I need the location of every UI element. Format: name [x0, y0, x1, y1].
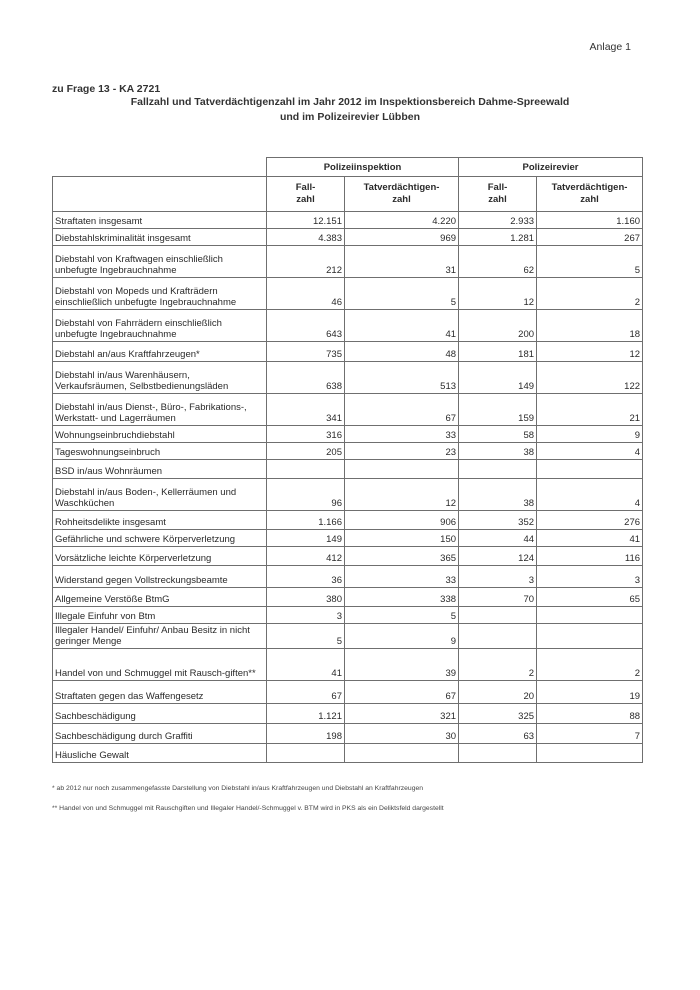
cell-pr-tv: 116 — [537, 547, 643, 566]
cell-pr-fall: 149 — [459, 362, 537, 394]
table-row — [53, 704, 643, 724]
cell-pr-tv — [537, 460, 643, 479]
col-header-pr-fallzahl: Fall- zahl — [459, 177, 537, 212]
table-row — [53, 342, 643, 362]
row-label: Sachbeschädigung — [53, 704, 267, 724]
cell-pi-tv: 67 — [345, 681, 459, 704]
cell-pr-fall — [459, 460, 537, 479]
cell-pr-fall: 12 — [459, 278, 537, 310]
cell-pr-fall: 325 — [459, 704, 537, 724]
cell-pr-fall: 2.933 — [459, 212, 537, 229]
row-label: Tageswohnungseinbruch — [53, 443, 267, 460]
footnotes — [52, 785, 652, 825]
cell-pi-fall: 316 — [267, 426, 345, 443]
cell-pr-tv — [537, 744, 643, 763]
table-row — [53, 310, 643, 342]
cell-pr-fall: 124 — [459, 547, 537, 566]
row-label: Diebstahlskriminalität insgesamt — [53, 229, 267, 246]
cell-pr-fall — [459, 744, 537, 763]
cell-pr-tv: 65 — [537, 588, 643, 607]
table-row — [53, 681, 643, 704]
cell-pi-fall: 638 — [267, 362, 345, 394]
cell-pi-tv: 39 — [345, 649, 459, 681]
table-row — [53, 744, 643, 763]
cell-pr-tv: 276 — [537, 511, 643, 530]
table-row — [53, 530, 643, 547]
cell-pi-fall: 735 — [267, 342, 345, 362]
cell-pi-tv: 9 — [345, 624, 459, 649]
cell-pr-tv: 7 — [537, 724, 643, 744]
cell-pi-tv: 969 — [345, 229, 459, 246]
cell-pr-tv: 2 — [537, 649, 643, 681]
cell-pi-fall: 96 — [267, 479, 345, 511]
cell-pr-fall: 3 — [459, 566, 537, 588]
cell-pi-fall: 205 — [267, 443, 345, 460]
table-row — [53, 362, 643, 394]
row-label: Rohheitsdelikte insgesamt — [53, 511, 267, 530]
cell-pi-tv: 33 — [345, 566, 459, 588]
row-label: Handel von und Schmuggel mit Rausch-giften** — [53, 649, 267, 681]
row-label: Sachbeschädigung durch Graffiti — [53, 724, 267, 744]
cell-pr-tv: 19 — [537, 681, 643, 704]
cell-pr-fall — [459, 624, 537, 649]
cell-pr-fall: 70 — [459, 588, 537, 607]
cell-pr-tv: 9 — [537, 426, 643, 443]
cell-pr-tv: 5 — [537, 246, 643, 278]
table-row — [53, 212, 643, 229]
cell-pr-tv: 1.160 — [537, 212, 643, 229]
col-header-pi-tatverdaechtigenzahl: Tatverdächtigen- zahl — [345, 177, 459, 212]
cell-pi-tv — [345, 744, 459, 763]
row-label: Allgemeine Verstöße BtmG — [53, 588, 267, 607]
cell-pr-fall: 159 — [459, 394, 537, 426]
cell-pr-tv: 18 — [537, 310, 643, 342]
group-header-polizeirevier: Polizeirevier — [459, 158, 643, 177]
cell-pi-fall: 643 — [267, 310, 345, 342]
cell-pi-tv: 4.220 — [345, 212, 459, 229]
cell-pr-tv: 12 — [537, 342, 643, 362]
cell-pr-fall: 352 — [459, 511, 537, 530]
cell-pr-tv: 4 — [537, 479, 643, 511]
cell-pr-tv: 3 — [537, 566, 643, 588]
footnote-1: * ab 2012 nur noch zusammengefasste Darstellung von Diebstahl in/aus Kraftfahrzeugen und Diebstahl an Kraftfahrzeugen — [52, 785, 424, 792]
cell-pi-fall: 198 — [267, 724, 345, 744]
cell-pr-fall: 1.281 — [459, 229, 537, 246]
row-label: Straftaten gegen das Waffengesetz — [53, 681, 267, 704]
cell-pi-fall: 412 — [267, 547, 345, 566]
table-row — [53, 566, 643, 588]
table-row — [53, 607, 643, 624]
row-label: Vorsätzliche leichte Körperverletzung — [53, 547, 267, 566]
table-row — [53, 229, 643, 246]
footnote-2: ** Handel von und Schmuggel mit Rauschgiften und Illegaler Handel/-Schmuggel v. BTM wird in PKS als ein Deliktsfeld dargestellt — [52, 805, 444, 812]
cell-pr-fall: 58 — [459, 426, 537, 443]
row-label: Diebstahl in/aus Boden-, Kellerräumen und Waschküchen — [53, 479, 267, 511]
cell-pi-tv: 513 — [345, 362, 459, 394]
row-label: Wohnungseinbruchdiebstahl — [53, 426, 267, 443]
cell-pi-fall: 5 — [267, 624, 345, 649]
cell-pr-tv: 122 — [537, 362, 643, 394]
table-row — [53, 460, 643, 479]
table-row — [53, 547, 643, 566]
col-header-pr-tatverdaechtigenzahl: Tatverdächtigen- zahl — [537, 177, 643, 212]
table-row — [53, 246, 643, 278]
row-label: Gefährliche und schwere Körperverletzung — [53, 530, 267, 547]
cell-pr-fall: 181 — [459, 342, 537, 362]
cell-pi-fall: 12.151 — [267, 212, 345, 229]
row-label: Diebstahl an/aus Kraftfahrzeugen* — [53, 342, 267, 362]
cell-pr-tv: 267 — [537, 229, 643, 246]
cell-pr-fall: 63 — [459, 724, 537, 744]
col-header-pi-fallzahl: Fall- zahl — [267, 177, 345, 212]
cell-pr-tv: 4 — [537, 443, 643, 460]
group-header-polizeiinspektion: Polizeiinspektion — [267, 158, 459, 177]
cell-pi-tv — [345, 460, 459, 479]
corner-cell — [53, 158, 267, 177]
row-label: Straftaten insgesamt — [53, 212, 267, 229]
cell-pi-tv: 12 — [345, 479, 459, 511]
cell-pi-tv: 338 — [345, 588, 459, 607]
document-title — [60, 95, 640, 125]
cell-pr-tv: 41 — [537, 530, 643, 547]
cell-pr-fall: 200 — [459, 310, 537, 342]
cell-pr-tv — [537, 624, 643, 649]
cell-pr-tv: 88 — [537, 704, 643, 724]
title-line-1: Fallzahl und Tatverdächtigenzahl im Jahr 2012 im Inspektionsbereich Dahme-Spreewald — [130, 96, 570, 108]
table-row — [53, 479, 643, 511]
reference-line: zu Frage 13 - KA 2721 — [52, 83, 161, 95]
table-row — [53, 649, 643, 681]
cell-pi-tv: 150 — [345, 530, 459, 547]
cell-pi-fall: 1.166 — [267, 511, 345, 530]
title-line-2: und im Polizeirevier Lübben — [279, 111, 421, 123]
cell-pi-fall: 341 — [267, 394, 345, 426]
cell-pr-fall: 38 — [459, 479, 537, 511]
row-label: Illegale Einfuhr von Btm — [53, 607, 267, 624]
label-header-cell — [53, 177, 267, 212]
cell-pi-fall: 149 — [267, 530, 345, 547]
row-label: Diebstahl in/aus Warenhäusern, Verkaufsräumen, Selbstbedienungsläden — [53, 362, 267, 394]
row-label: Widerstand gegen Vollstreckungsbeamte — [53, 566, 267, 588]
cell-pi-fall: 3 — [267, 607, 345, 624]
cell-pi-fall — [267, 460, 345, 479]
cell-pr-tv — [537, 607, 643, 624]
cell-pr-fall: 44 — [459, 530, 537, 547]
row-label: Häusliche Gewalt — [53, 744, 267, 763]
cell-pi-fall: 1.121 — [267, 704, 345, 724]
cell-pr-fall — [459, 607, 537, 624]
table-row — [53, 443, 643, 460]
row-label: Diebstahl von Kraftwagen einschließlich unbefugte Ingebrauchnahme — [53, 246, 267, 278]
cell-pi-fall: 41 — [267, 649, 345, 681]
cell-pr-fall: 2 — [459, 649, 537, 681]
cell-pi-tv: 906 — [345, 511, 459, 530]
cell-pi-tv: 5 — [345, 607, 459, 624]
cell-pi-tv: 30 — [345, 724, 459, 744]
table-row — [53, 278, 643, 310]
row-label: Diebstahl von Fahrrädern einschließlich unbefugte Ingebrauchnahme — [53, 310, 267, 342]
table-body — [53, 212, 643, 763]
row-label: Diebstahl von Mopeds und Krafträdern einschließlich unbefugte Ingebrauchnahme — [53, 278, 267, 310]
cell-pi-fall — [267, 744, 345, 763]
table-row — [53, 511, 643, 530]
table-row — [53, 724, 643, 744]
cell-pi-tv: 5 — [345, 278, 459, 310]
cell-pi-tv: 321 — [345, 704, 459, 724]
row-label: Diebstahl in/aus Dienst-, Büro-, Fabrikations-, Werkstatt- und Lagerräumen — [53, 394, 267, 426]
cell-pr-tv: 2 — [537, 278, 643, 310]
cell-pr-fall: 62 — [459, 246, 537, 278]
cell-pi-tv: 33 — [345, 426, 459, 443]
statistics-table — [52, 157, 643, 763]
table-row — [53, 394, 643, 426]
cell-pi-fall: 36 — [267, 566, 345, 588]
cell-pi-fall: 4.383 — [267, 229, 345, 246]
cell-pr-tv: 21 — [537, 394, 643, 426]
cell-pi-tv: 48 — [345, 342, 459, 362]
row-label: BSD in/aus Wohnräumen — [53, 460, 267, 479]
table-row — [53, 588, 643, 607]
cell-pr-fall: 38 — [459, 443, 537, 460]
cell-pi-fall: 380 — [267, 588, 345, 607]
cell-pi-tv: 41 — [345, 310, 459, 342]
cell-pi-tv: 365 — [345, 547, 459, 566]
cell-pi-tv: 23 — [345, 443, 459, 460]
table-row — [53, 426, 643, 443]
cell-pi-tv: 67 — [345, 394, 459, 426]
cell-pi-fall: 46 — [267, 278, 345, 310]
cell-pr-fall: 20 — [459, 681, 537, 704]
row-label: Illegaler Handel/ Einfuhr/ Anbau Besitz in nicht geringer Menge — [53, 624, 267, 649]
cell-pi-fall: 67 — [267, 681, 345, 704]
annex-label: Anlage 1 — [589, 41, 631, 53]
cell-pi-fall: 212 — [267, 246, 345, 278]
table-row — [53, 624, 643, 649]
cell-pi-tv: 31 — [345, 246, 459, 278]
